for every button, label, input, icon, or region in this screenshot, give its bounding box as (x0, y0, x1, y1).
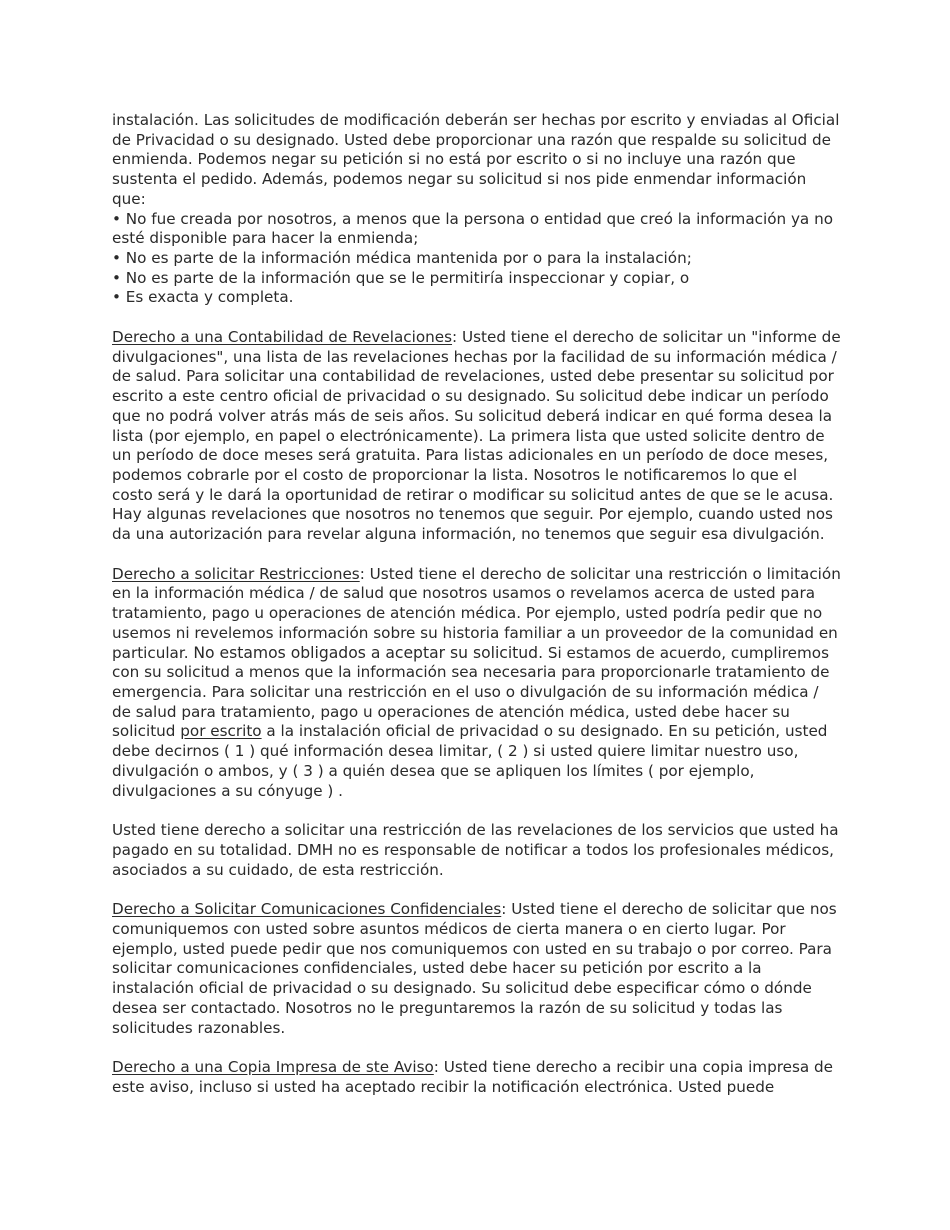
list-item: • Es exacta y completa. (112, 288, 842, 308)
copy-body: : Usted tiene derecho a recibir una copia impresa de este aviso, incluso si usted ha aceptado recibir la notificación electrónica. Usted puede (112, 1058, 834, 1096)
paid-services-paragraph: Usted tiene derecho a solicitar una restricción de las revelaciones de los servicios que usted ha pagado en su totalidad. DMH no es responsable de notificar a todos los profesionales médicos, asociados a su cuidado, de esta restricción. (112, 821, 839, 879)
accounting-heading: Derecho a una Contabilidad de Revelaciones (112, 328, 453, 347)
restrictions-section (112, 565, 842, 801)
restrictions-body-b: Si estamos de acuerdo, cumpliremos con su solicitud a menos que la información sea necesaria para proporcionarle tratamiento de emergencia. Para solicitar una restricción en el uso o divulgación de su información médica / de salud para tratamiento, pago u operaciones de atención médica, usted debe hacer su solicitud (112, 643, 830, 741)
in-writing-text: por escrito (180, 722, 262, 741)
restrictions-heading: Derecho a solicitar Restricciones (112, 564, 360, 583)
list-item: • No fue creada por nosotros, a menos que la persona o entidad que creó la información ya no esté disponible para hacer la enmienda; (112, 210, 842, 249)
list-item: • No es parte de la información que se le permitiría inspeccionar y copiar, o (112, 269, 842, 289)
list-item: • No es parte de la información médica mantenida por o para la instalación; (112, 249, 842, 269)
amendment-denial-list (112, 210, 842, 309)
copy-section (112, 1058, 842, 1097)
document-page (112, 111, 842, 1098)
intro-paragraph: instalación. Las solicitudes de modificación deberán ser hechas por escrito y enviadas al Oficial de Privacidad o su designado. Usted debe proporcionar una razón que respalde su solicitud de enmienda. Podemos negar su petición si no está por escrito o si no incluye una razón que sustenta el pedido. Además, podemos negar su solicitud si nos pide enmendar información que: (112, 111, 840, 208)
confidential-section (112, 900, 842, 1038)
confidential-heading: Derecho a Solicitar Comunicaciones Confidenciales (112, 900, 502, 919)
restrictions-body-a: : Usted tiene el derecho de solicitar una restricción o limitación en la información médica / de salud que nosotros usamos o revelamos acerca de usted para tratamiento, pago u operaciones de atención médica. Por ejemplo, usted podría pedir que no usemos ni revelemos información sobre su historia familiar a un proveedor de la comunidad en particular. (112, 564, 841, 662)
restrictions-emphasis: No estamos obligados a aceptar su solicitud. (193, 643, 544, 662)
restrictions-body-c: a la instalación oficial de privacidad o su designado. En su petición, usted debe decirnos ( 1 ) qué información desea limitar, ( 2 ) si usted quiere limitar nuestro uso, divulgación o ambos, y ( 3 ) a quién desea que se apliquen los límites ( por ejemplo, divulgaciones a su cónyuge ) . (112, 722, 828, 800)
copy-heading: Derecho a una Copia Impresa de ste Aviso (112, 1058, 434, 1077)
accounting-section (112, 328, 842, 545)
confidential-body: : Usted tiene el derecho de solicitar que nos comuniquemos con usted sobre asuntos médicos de cierta manera o en cierto lugar. Por ejemplo, usted puede pedir que nos comuniquemos con usted en su trabajo o por correo. Para solicitar comunicaciones confidenciales, usted debe hacer su petición por escrito a la instalación oficial de privacidad o su designado. Su solicitud debe especificar cómo o dónde desea ser contactado. Nosotros no le preguntaremos la razón de su solicitud y todas las solicitudes razonables. (112, 900, 837, 1037)
accounting-body: : Usted tiene el derecho de solicitar un "informe de divulgaciones", una lista de las revelaciones hechas por la facilidad de su información médica / de salud. Para solicitar una contabilidad de revelaciones, usted debe presentar su solicitud por escrito a este centro oficial de privacidad o su designado. Su solicitud debe indicar un período que no podrá volver atrás más de seis años. Su solicitud deberá indicar en qué forma desea la lista (por ejemplo, en papel o electrónicamente). La primera lista que usted solicite dentro de un período de doce meses será gratuita. Para listas adicionales en un período de doce meses, podemos cobrarle por el costo de proporcionar la lista. Nosotros le notificaremos lo que el costo será y le dará la oportunidad de retirar o modificar su solicitud antes de que se le acusa. Hay algunas revelaciones que nosotros no tenemos que seguir. Por ejemplo, cuando usted nos da una autorización para revelar alguna información, no tenemos que seguir esa divulgación. (112, 328, 841, 544)
